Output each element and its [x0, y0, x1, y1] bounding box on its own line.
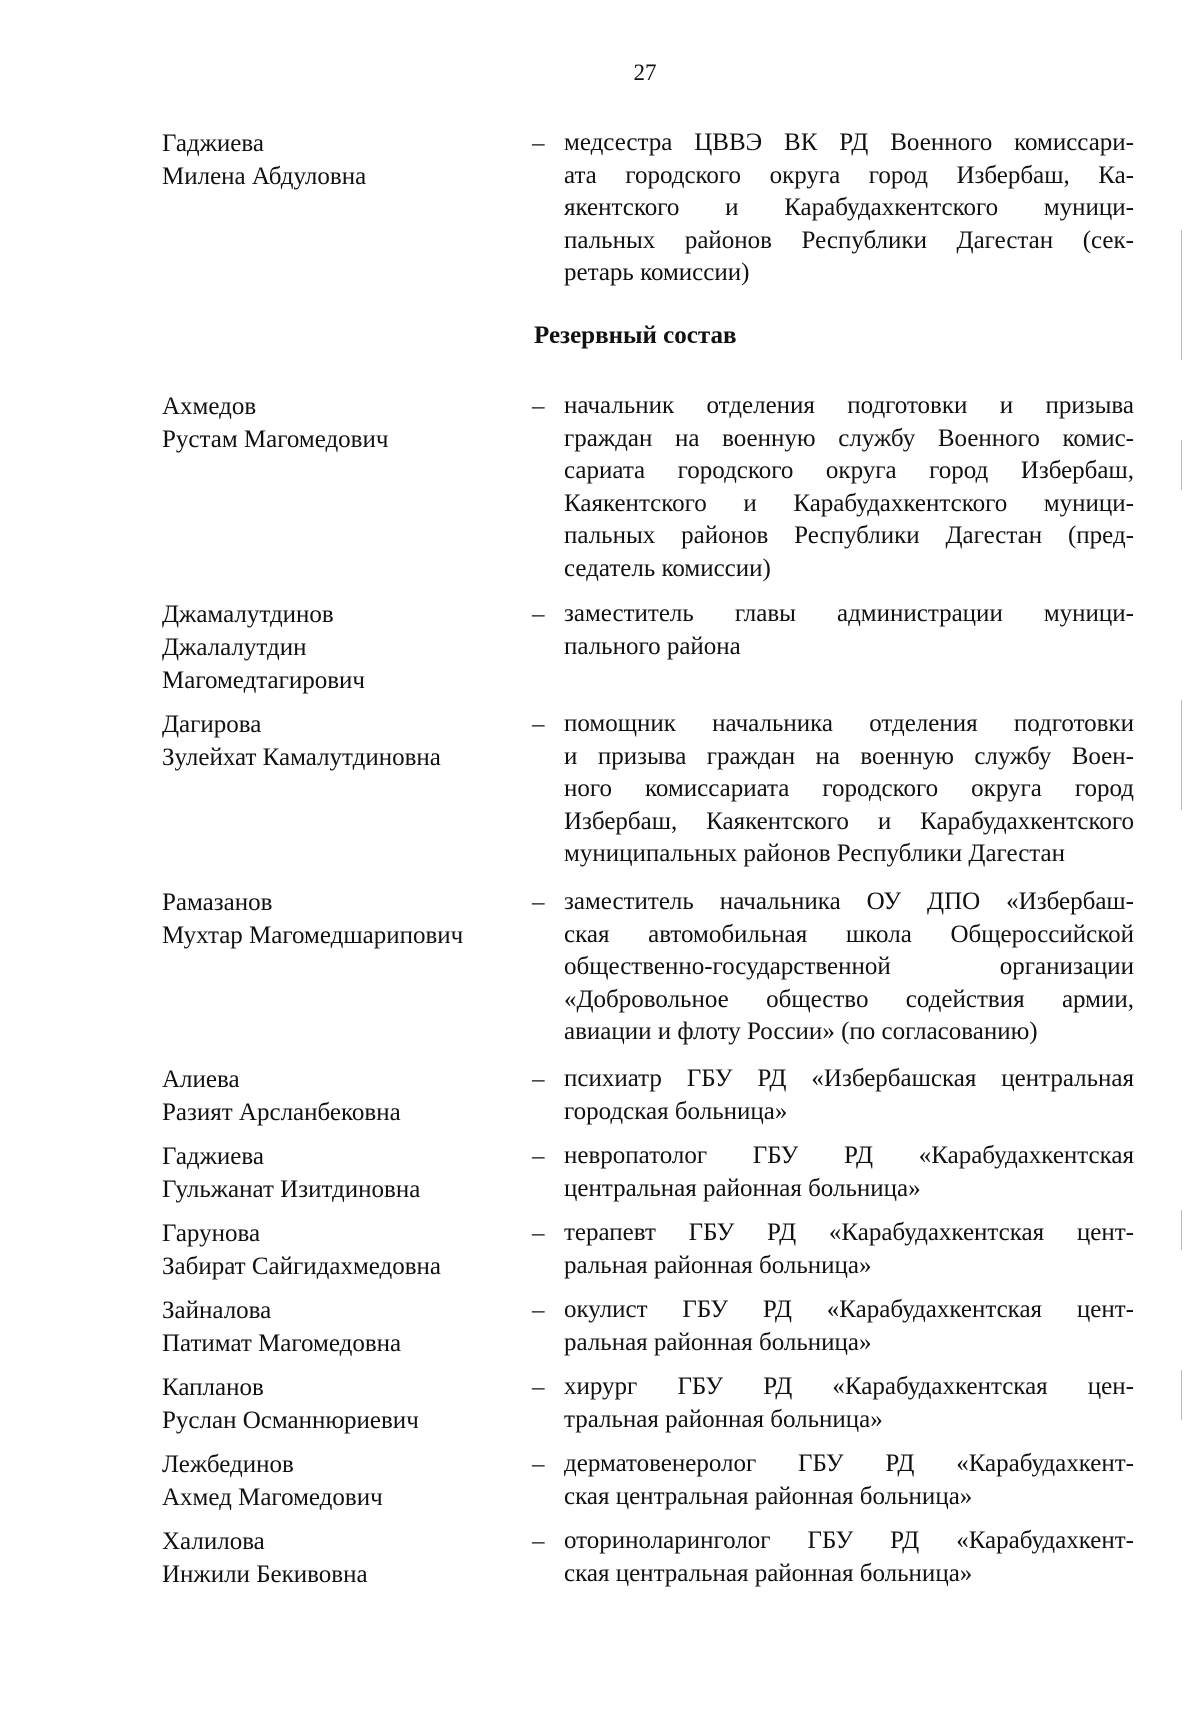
member-surname: Гарунова	[162, 1220, 261, 1247]
member-given-name: Забират Сайгидахмедовна	[162, 1253, 442, 1280]
scan-artifact	[1181, 230, 1182, 360]
position-line: заместитель начальника ОУ ДПО «Избербаш-	[564, 888, 1134, 915]
dash-separator: –	[532, 1374, 545, 1401]
position-line: городская больница»	[564, 1097, 788, 1125]
position-line: хирург ГБУ РД «Карабудахкентская цен-	[564, 1373, 1134, 1400]
position-line: граждан на военную службу Военного комис-	[564, 424, 1134, 452]
member-given-name: Гульжанат Изитдиновна	[162, 1176, 421, 1203]
member-surname: Лежбединов	[162, 1451, 294, 1478]
member-surname: Рамазанов	[162, 889, 273, 916]
position-line: ральная районная больница»	[564, 1328, 872, 1356]
position-line: муниципальных районов Республики Дагестан	[564, 840, 1066, 867]
position-line: ного комиссариата городского округа город	[564, 775, 1134, 802]
member-given-name: Зулейхат Камалутдиновна	[162, 744, 441, 771]
member-given-name: Разият Арсланбековна	[162, 1099, 401, 1126]
position-line: центральная районная больница»	[564, 1174, 921, 1202]
member-given-name: Руслан Османнюриевич	[162, 1407, 419, 1434]
position-line: начальник отделения подготовки и призыва	[564, 392, 1134, 419]
dash-separator: –	[532, 1220, 545, 1247]
member-position	[564, 1448, 1134, 1513]
member-given-name: Милена Абдуловна	[162, 163, 367, 190]
dash-separator: –	[532, 889, 545, 916]
member-position	[564, 1063, 1134, 1128]
member-name	[162, 1371, 532, 1437]
position-line: медсестра ЦВВЭ ВК РД Военного комиссари-	[564, 129, 1134, 156]
position-line: седатель комиссии)	[564, 554, 771, 582]
member-given-name: Патимат Магомедовна	[162, 1330, 402, 1357]
position-line: сариата городского округа город Избербаш,	[564, 457, 1134, 484]
member-surname: Капланов	[162, 1374, 264, 1401]
member-name	[162, 1448, 532, 1514]
position-line: помощник начальника отделения подготовки	[564, 710, 1134, 737]
position-line: дерматовенеролог ГБУ РД «Карабудахкент-	[564, 1450, 1134, 1477]
dash-separator: –	[532, 1528, 545, 1555]
dash-separator: –	[532, 1451, 545, 1478]
position-line: авиации и флоту России» (по согласованию)	[564, 1018, 1038, 1045]
member-name	[162, 1525, 532, 1591]
position-line: пальных районов Республики Дагестан (пред-	[564, 522, 1134, 549]
position-line: «Добровольное общество содействия армии,	[564, 985, 1134, 1013]
position-line: Избербаш, Каякентского и Карабудахкентского	[564, 807, 1134, 835]
member-name	[162, 1063, 532, 1129]
position-line: ретарь комиссии)	[564, 259, 750, 286]
position-line: якентского и Карабудахкентского муници-	[564, 194, 1134, 221]
member-name	[162, 127, 532, 193]
scan-artifact	[1181, 700, 1182, 810]
page-number: 27	[633, 60, 657, 85]
position-line: терапевт ГБУ РД «Карабудахкентская цент-	[564, 1219, 1134, 1246]
member-name	[162, 886, 532, 952]
dash-separator: –	[532, 711, 545, 738]
position-line: ская центральная районная больница»	[564, 1482, 973, 1510]
member-position	[564, 1217, 1134, 1282]
member-given-name: Инжили Бекивовна	[162, 1561, 368, 1588]
position-line: невропатолог ГБУ РД «Карабудахкентская	[564, 1142, 1134, 1169]
member-position	[564, 598, 1134, 663]
position-line: общественно-государственной организации	[564, 953, 1134, 980]
member-surname: Зайналова	[162, 1297, 272, 1324]
member-position	[564, 1525, 1134, 1590]
scan-artifact	[1181, 1210, 1182, 1250]
member-surname: Джамалутдинов	[162, 601, 334, 628]
position-line: Каякентского и Карабудахкентского муници-	[564, 489, 1134, 517]
member-given-name: Ахмед Магомедович	[162, 1484, 383, 1511]
position-line: пальных районов Республики Дагестан (сек-	[564, 226, 1134, 254]
member-position	[564, 1140, 1134, 1205]
section-heading: Резервный состав	[534, 322, 737, 349]
dash-separator: –	[532, 601, 545, 628]
member-surname: Дагирова	[162, 711, 262, 738]
member-surname: Гаджиева	[162, 1143, 264, 1170]
dash-separator: –	[532, 1066, 545, 1093]
position-line: пального района	[564, 632, 741, 660]
member-position	[564, 1371, 1134, 1436]
member-surname: Гаджиева	[162, 130, 264, 157]
member-position	[564, 1294, 1134, 1359]
position-line: ская автомобильная школа Общероссийской	[564, 920, 1134, 948]
member-name	[162, 708, 532, 774]
member-surname: Алиева	[162, 1066, 240, 1093]
member-given-name: Мухтар Магомедшарипович	[162, 922, 464, 949]
position-line: психиатр ГБУ РД «Избербашская центральная	[564, 1065, 1134, 1092]
position-line: оториноларинголог ГБУ РД «Карабудахкент-	[564, 1527, 1134, 1554]
member-surname: Ахмедов	[162, 393, 257, 420]
scan-artifact	[1181, 440, 1182, 490]
position-line: ральная районная больница»	[564, 1251, 872, 1279]
member-name	[162, 1140, 532, 1206]
member-given-name: Джалалутдин	[162, 634, 307, 661]
member-patronymic: Магомедтагирович	[162, 667, 366, 694]
position-line: тральная районная больница»	[564, 1405, 883, 1433]
position-line: заместитель главы администрации муници-	[564, 600, 1134, 627]
member-position	[564, 708, 1134, 871]
position-line: ская центральная районная больница»	[564, 1559, 973, 1587]
member-position	[564, 127, 1134, 290]
member-position	[564, 390, 1134, 585]
member-given-name: Рустам Магомедович	[162, 426, 389, 453]
member-name	[162, 598, 532, 697]
dash-separator: –	[532, 1143, 545, 1170]
dash-separator: –	[532, 393, 545, 420]
member-name	[162, 390, 532, 456]
dash-separator: –	[532, 130, 545, 157]
member-name	[162, 1294, 532, 1360]
position-line: окулист ГБУ РД «Карабудахкентская цент-	[564, 1296, 1134, 1323]
position-line: и призыва граждан на военную службу Воен-	[564, 742, 1134, 770]
dash-separator: –	[532, 1297, 545, 1324]
member-surname: Халилова	[162, 1528, 265, 1555]
scan-artifact	[1181, 1370, 1182, 1420]
member-position	[564, 886, 1134, 1049]
member-name	[162, 1217, 532, 1283]
position-line: ата городского округа город Избербаш, Ка-	[564, 161, 1134, 189]
